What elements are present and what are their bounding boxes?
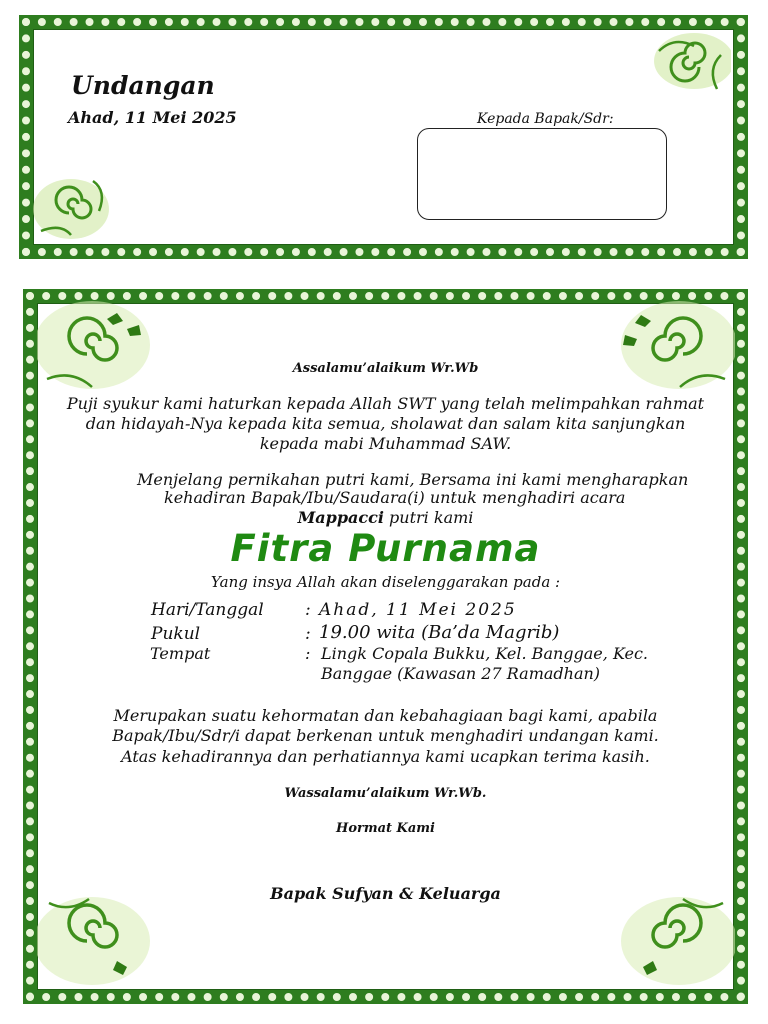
bride-name: Fitra Purnama: [230, 527, 541, 570]
event-name: Mappacci: [297, 508, 384, 527]
swirl-ornament-bottom-left: [33, 171, 119, 241]
closing-line-3: Atas kehadirannya dan perhatiannya kami ucapkan terima kasih.: [121, 747, 650, 766]
detail-sep-date: :: [305, 600, 311, 620]
detail-value-place: Lingk Copala Bukku, Kel. Banggae, Kec.: [321, 644, 648, 663]
detail-label-time: Pukul: [151, 624, 201, 644]
signature: Bapak Sufyan & Keluarga: [270, 884, 501, 903]
intro-line-3: kepada mabi Muhammad SAW.: [259, 434, 512, 453]
detail-sep-place: :: [305, 644, 311, 663]
detail-sep-time: :: [305, 624, 311, 644]
address-box: [417, 128, 667, 220]
event-suffix: putri kami: [383, 508, 474, 527]
event-line: [23, 508, 748, 527]
detail-label-date: Hari/Tanggal: [151, 600, 264, 620]
closing-line-1: Merupakan suatu kehormatan dan kebahagiaan bagi kami, apabila: [113, 706, 658, 725]
farewell: Wassalamu’alaikum Wr.Wb.: [284, 786, 487, 801]
detail-label-place: Tempat: [150, 644, 211, 663]
held-line: Yang insya Allah akan diselenggarakan pada :: [210, 573, 561, 591]
invitation-letter: [23, 289, 748, 1004]
detail-value-place-2: Banggae (Kawasan 27 Ramadhan): [321, 664, 601, 683]
swirl-ornament-top-right: [639, 31, 731, 103]
swirl-ornament-top-left: [37, 299, 161, 399]
detail-value-date: Ahad, 11 Mei 2025: [319, 600, 517, 620]
swirl-ornament-top-right: [611, 299, 735, 399]
envelope-card: [19, 15, 748, 259]
envelope-date: Ahad, 11 Mei 2025: [68, 108, 237, 127]
greeting: Assalamu’alaikum Wr.Wb: [292, 361, 479, 376]
intro-line-1: Puji syukur kami haturkan kepada Allah SWT yang telah melimpahkan rahmat: [66, 394, 705, 413]
regards: Hormat Kami: [336, 821, 435, 836]
envelope-to-label: Kepada Bapak/Sdr:: [477, 111, 614, 127]
intro-line-2: dan hidayah-Nya kepada kita semua, sholawat dan salam kita sanjungkan: [85, 414, 686, 433]
invite-line-1: Menjelang pernikahan putri kami, Bersama ini kami mengharapkan: [137, 470, 689, 489]
envelope-title: Undangan: [71, 71, 215, 100]
detail-value-time: 19.00 wita (Ba’da Magrib): [319, 622, 560, 643]
closing-line-2: Bapak/Ibu/Sdr/i dapat berkenan untuk menghadiri undangan kami.: [112, 726, 659, 745]
invite-line-2: kehadiran Bapak/Ibu/Saudara(i) untuk menghadiri acara: [164, 488, 626, 507]
